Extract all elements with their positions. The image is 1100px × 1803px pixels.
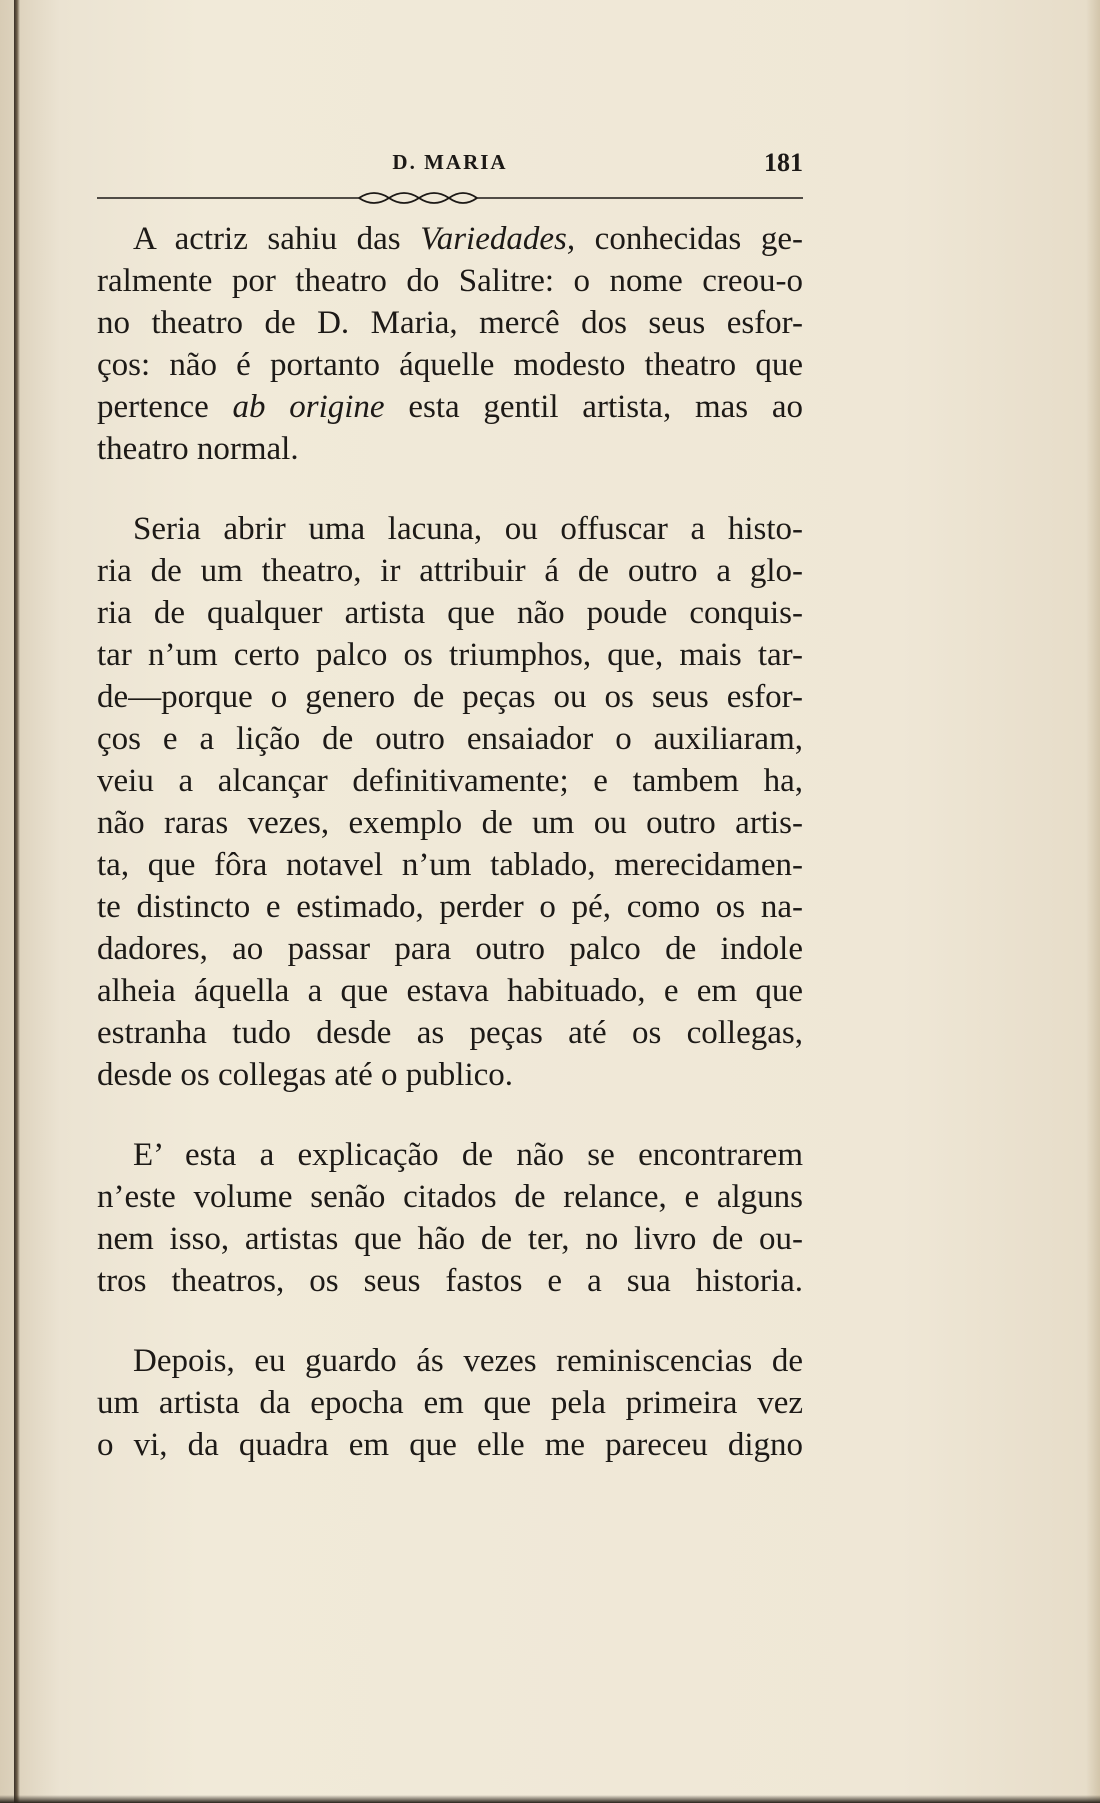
text-line: alheia áquella a que estava habituado, e em que — [97, 973, 803, 1009]
text-line: te distincto e estimado, perder o pé, como os na- — [97, 889, 803, 925]
text-line: veiu a alcançar definitivamente; e tambem ha, — [97, 763, 803, 799]
text-line: Seria abrir uma lacuna, ou offuscar a histo- — [133, 511, 803, 547]
text-line: estranha tudo desde as peças até os collegas, — [97, 1015, 803, 1051]
text-line: de—porque o genero de peças ou os seus esfor- — [97, 679, 803, 715]
text-line: tros theatros, os seus fastos e a sua historia. — [97, 1263, 803, 1299]
page-right-edge — [1086, 0, 1100, 1803]
text-line: tar n’um certo palco os triumphos, que, mais tar- — [97, 637, 803, 673]
running-head — [97, 148, 803, 178]
italic-text: ab origine — [232, 389, 385, 425]
text-line: ta, que fôra notavel n’um tablado, merecidamen- — [97, 847, 803, 883]
page-number: 181 — [764, 148, 803, 177]
body-text — [97, 218, 803, 1466]
text-line: E’ esta a explicação de não se encontrarem — [133, 1137, 803, 1173]
text-segment: esta gentil artista, mas ao — [384, 389, 803, 425]
text-line: nem isso, artistas que hão de ter, no livro de ou- — [97, 1221, 803, 1257]
text-line: dadores, ao passar para outro palco de indole — [97, 931, 803, 967]
text-line: ços e a lição de outro ensaiador o auxiliaram, — [97, 721, 803, 757]
text-line: ria de um theatro, ir attribuir á de outro a glo- — [97, 553, 803, 589]
running-title: D. MARIA — [392, 150, 508, 174]
text-line: ços: não é portanto áquelle modesto theatro que — [97, 347, 803, 383]
text-line — [97, 386, 803, 428]
text-line — [97, 218, 803, 260]
text-segment: conhecidas ge- — [575, 221, 803, 257]
text-line: n’este volume senão citados de relance, e alguns — [97, 1179, 803, 1215]
text-line: um artista da epocha em que pela primeira vez — [97, 1385, 803, 1421]
paragraph — [97, 218, 803, 470]
text-segment: A actriz sahiu das — [133, 221, 421, 257]
page-bottom-edge — [0, 1795, 1100, 1803]
text-line: desde os collegas até o publico. — [97, 1057, 514, 1093]
ornamental-rule — [97, 186, 803, 212]
italic-text: Variedades, — [420, 221, 576, 257]
binding-edge — [14, 0, 20, 1803]
paragraph — [97, 508, 803, 1096]
text-segment: pertence — [97, 389, 233, 425]
text-line: no theatro de D. Maria, mercê dos seus esfor- — [97, 305, 803, 341]
paragraph — [97, 1134, 803, 1302]
text-line: theatro normal. — [97, 431, 299, 467]
text-line: ria de qualquer artista que não poude conquis- — [97, 595, 803, 631]
text-line: não raras vezes, exemplo de um ou outro artis- — [97, 805, 803, 841]
text-line: ralmente por theatro do Salitre: o nome creou-o — [97, 263, 803, 299]
text-line: o vi, da quadra em que elle me pareceu digno — [97, 1427, 803, 1463]
paragraph — [97, 1340, 803, 1466]
text-line: Depois, eu guardo ás vezes reminiscencias de — [133, 1343, 803, 1379]
